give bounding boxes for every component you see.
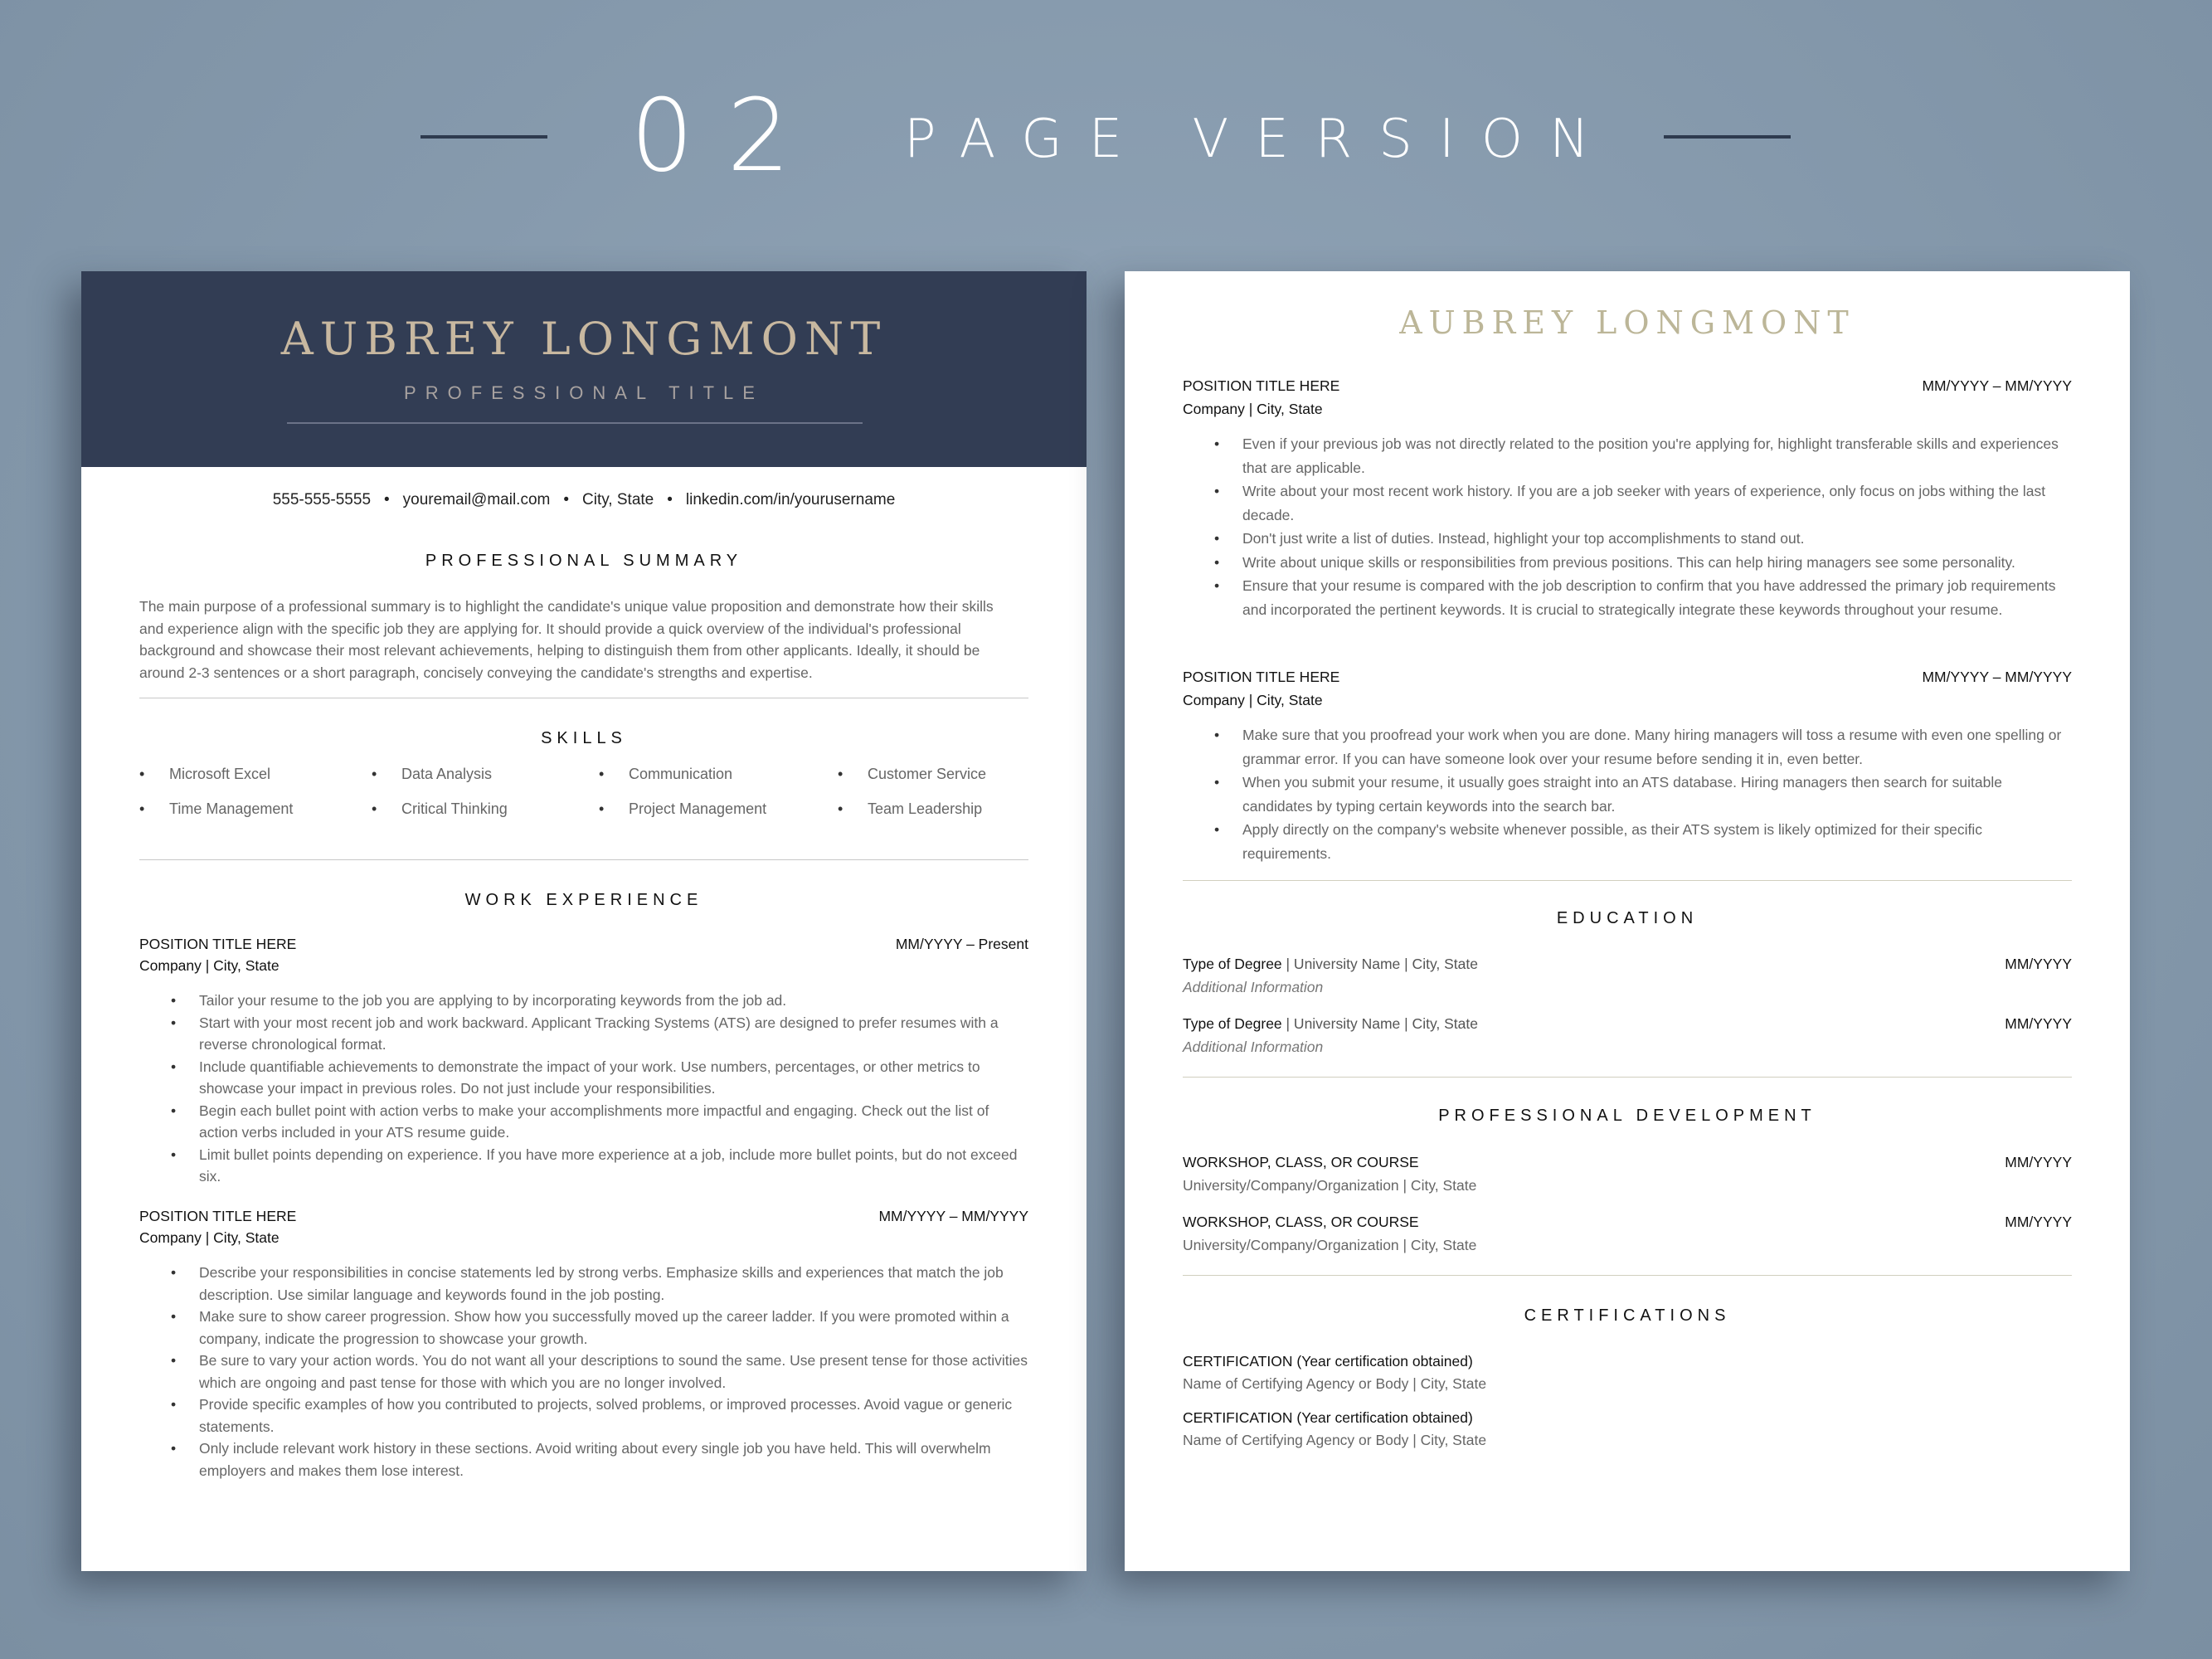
page-version-banner: [0, 79, 2212, 195]
bullet-item: • Ensure that your resume is compared with the job description to confirm that you have addressed the primary job requirements and incorporated the pertinent keywords. It is crucial to strategically integrate these keywords throughout your resume.: [1242, 574, 2072, 621]
certification-entry: [1183, 1409, 1473, 1427]
section-divider: [1183, 1077, 2072, 1078]
development-date: MM/YYYY: [2005, 1214, 2072, 1230]
candidate-name: AUBREY LONGMONT: [1399, 304, 1855, 341]
certification-year: (Year certification obtained): [1292, 1353, 1473, 1370]
job-bullets: [1183, 432, 2072, 621]
bullet-item: • Begin each bullet point with action verbs to make your accomplishments more impactful and engaging. Check out the list of action verbs included in your ATS resume guide.: [199, 1100, 1028, 1144]
degree: Type of Degree: [1183, 1015, 1282, 1032]
job-date: MM/YYYY – Present: [895, 936, 1028, 952]
bullet-item: • Start with your most recent job and work backward. Applicant Tracking Systems (ATS) are designed to prefer resumes with a reverse chronological format.: [199, 1012, 1028, 1056]
job-date: MM/YYYY – MM/YYYY: [1922, 377, 2072, 394]
summary-line: background and showcase their most relevant achievements, helping to distinguish them from other applicants. Ideally, it should be: [139, 642, 980, 659]
resume-page-1: [81, 271, 1087, 1571]
education-additional: Additional Information: [1183, 1039, 1324, 1055]
contact-email: youremail@mail.com: [402, 491, 551, 508]
bullet-item: • Make sure to show career progression. Show how you successfully moved up the career ladder. If you were promoted within a company, indicate the progression to showcase your growth.: [199, 1306, 1028, 1350]
job-company: Company | City, State: [1183, 401, 1323, 417]
summary-line: The main purpose of a professional summary is to highlight the candidate's unique value proposition and demonstrate how their skills: [139, 598, 994, 615]
development-org: University/Company/Organization | City, State: [1183, 1237, 1477, 1253]
contact-linkedin: linkedin.com/in/yourusername: [685, 491, 896, 508]
summary-heading: PROFESSIONAL SUMMARY: [425, 552, 743, 570]
banner-left-line: [421, 135, 547, 139]
bullet-item: • Make sure that you proofread your work when you are done. Many hiring managers will toss a resume with even one spelling or grammar error. If you can have someone look over your resume before sending it in, even better.: [1242, 723, 2072, 771]
bullet-item: • Write about unique skills or responsibilities from previous positions. This can help hiring managers see some personality.: [1242, 551, 2072, 575]
summary-line: around 2-3 sentences or a short paragraph, concisely conveying the candidate's strengths and expertise.: [139, 664, 813, 681]
bullet-item: • Describe your responsibilities in concise statements led by strong verbs. Emphasize skills and experiences that match the job description. Use similar language and keywords found in the job posting.: [199, 1262, 1028, 1306]
job-date: MM/YYYY – MM/YYYY: [1922, 669, 2072, 685]
skill-item: • Project Management: [629, 800, 766, 818]
header-divider: [287, 422, 863, 424]
certification-title: CERTIFICATION: [1183, 1409, 1293, 1426]
education-entry: [1183, 956, 1478, 973]
development-title: WORKSHOP, CLASS, OR COURSE: [1183, 1214, 1419, 1230]
contact-phone: 555-555-5555: [272, 491, 372, 508]
summary-paragraph: [139, 596, 1028, 684]
education-entry: [1183, 1015, 1478, 1033]
banner-right-line: [1664, 135, 1791, 139]
job-bullets: [1183, 723, 2072, 865]
section-divider: [1183, 880, 2072, 881]
job-company: Company | City, State: [139, 1229, 280, 1246]
banner-number: 02: [630, 79, 824, 194]
school: | University Name | City, State: [1281, 1015, 1478, 1032]
contact-line: [81, 491, 1087, 509]
certification-agency: Name of Certifying Agency or Body | City, State: [1183, 1432, 1487, 1448]
bullet-item: • Limit bullet points depending on experience. If you have more experience at a job, include more bullet points, but do not exceed six.: [199, 1144, 1028, 1188]
work-heading: WORK EXPERIENCE: [464, 891, 703, 909]
skill-item: • Time Management: [169, 800, 293, 818]
education-date: MM/YYYY: [2005, 1015, 2072, 1032]
skill-item: • Customer Service: [868, 766, 986, 783]
bullet-item: • When you submit your resume, it usually goes straight into an ATS database. Hiring managers then search for suitable candidates by typing certain keywords into the search bar.: [1242, 771, 2072, 818]
certification-year: (Year certification obtained): [1292, 1409, 1473, 1426]
job-title: POSITION TITLE HERE: [139, 936, 297, 952]
section-divider: [1183, 1275, 2072, 1276]
job-title: POSITION TITLE HERE: [1183, 377, 1340, 394]
job-title: POSITION TITLE HERE: [1183, 669, 1340, 685]
skill-item: • Communication: [629, 766, 732, 783]
development-date: MM/YYYY: [2005, 1154, 2072, 1170]
development-heading: PROFESSIONAL DEVELOPMENT: [1438, 1107, 1816, 1125]
skills-grid: [139, 766, 1028, 849]
bullet-item: • Include quantifiable achievements to demonstrate the impact of your work. Use numbers, percentages, or other metrics to showcase your impact in previous roles. Do not just include your responsibilities.: [199, 1056, 1028, 1100]
bullet-item: • Even if your previous job was not directly related to the position you're applying for, highlight transferable skills and experiences that are applicable.: [1242, 432, 2072, 479]
resume-page-2: [1125, 271, 2130, 1571]
skill-item: • Critical Thinking: [401, 800, 508, 818]
summary-line: and experience align with the specific job they are applying for. It should provide a quick overview of the individual's professional: [139, 620, 961, 637]
header-band: [81, 271, 1087, 467]
bullet-item: • Be sure to vary your action words. You do not want all your descriptions to sound the same. Use present tense for those activities which are ongoing and past tense for those with which you are no longer involved.: [199, 1350, 1028, 1394]
degree: Type of Degree: [1183, 956, 1282, 972]
certification-entry: [1183, 1353, 1473, 1370]
professional-title: PROFESSIONAL TITLE: [404, 382, 764, 403]
school: | University Name | City, State: [1281, 956, 1478, 972]
banner-title: PAGE VERSION: [904, 109, 1616, 170]
job-bullets: [139, 1262, 1028, 1481]
skill-item: • Team Leadership: [868, 800, 982, 818]
certifications-heading: CERTIFICATIONS: [1524, 1306, 1731, 1325]
bullet-item: • Only include relevant work history in these sections. Avoid writing about every single job you have held. This will overwhelm employers and makes them lose interest.: [199, 1438, 1028, 1481]
bullet-item: • Apply directly on the company's website whenever possible, as their ATS system is likely optimized for their specific requirements.: [1242, 818, 2072, 865]
contact-location: City, State: [582, 491, 654, 508]
certification-agency: Name of Certifying Agency or Body | City, State: [1183, 1375, 1487, 1392]
job-bullets: [139, 990, 1028, 1188]
job-date: MM/YYYY – MM/YYYY: [878, 1208, 1028, 1224]
section-divider: [139, 859, 1028, 860]
job-title: POSITION TITLE HERE: [139, 1208, 297, 1224]
bullet-item: • Tailor your resume to the job you are applying to by incorporating keywords from the job ad.: [199, 990, 1028, 1012]
development-title: WORKSHOP, CLASS, OR COURSE: [1183, 1154, 1419, 1170]
education-date: MM/YYYY: [2005, 956, 2072, 972]
education-heading: EDUCATION: [1556, 909, 1699, 927]
skill-item: • Data Analysis: [401, 766, 492, 783]
contact-separator: •: [563, 491, 569, 508]
bullet-item: • Provide specific examples of how you contributed to projects, solved problems, or improved processes. Avoid vague or generic statements.: [199, 1394, 1028, 1438]
job-company: Company | City, State: [1183, 692, 1323, 708]
education-additional: Additional Information: [1183, 979, 1324, 995]
job-company: Company | City, State: [139, 957, 280, 974]
development-org: University/Company/Organization | City, State: [1183, 1177, 1477, 1194]
bullet-item: • Don't just write a list of duties. Instead, highlight your top accomplishments to stand out.: [1242, 527, 2072, 551]
contact-separator: •: [667, 491, 673, 508]
contact-separator: •: [384, 491, 390, 508]
certification-title: CERTIFICATION: [1183, 1353, 1293, 1370]
skill-item: • Microsoft Excel: [169, 766, 270, 783]
bullet-item: • Write about your most recent work history. If you are a job seeker with years of experience, only focus on jobs withing the last decade.: [1242, 479, 2072, 527]
skills-heading: SKILLS: [541, 729, 627, 747]
candidate-name: AUBREY LONGMONT: [280, 313, 887, 365]
